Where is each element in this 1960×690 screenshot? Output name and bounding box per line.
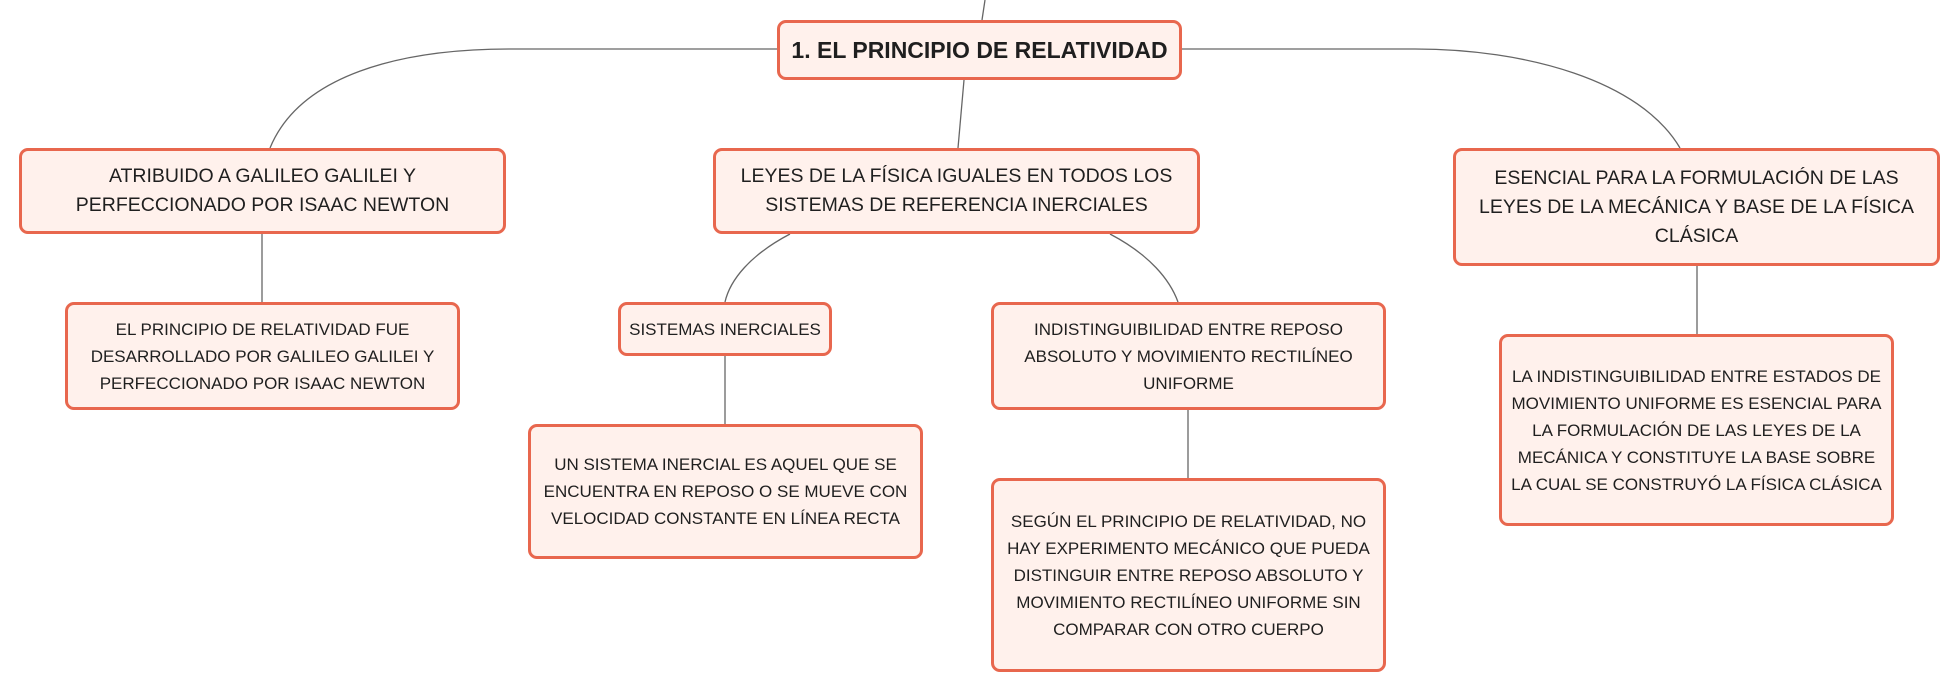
topic-sistemas-inerciales-text: SISTEMAS INERCIALES bbox=[629, 319, 821, 339]
root-topic-text: 1. EL PRINCIPIO DE RELATIVIDAD bbox=[791, 36, 1168, 63]
connector-root-to-branch-1 bbox=[270, 49, 777, 148]
detail-fisica-clasica[interactable] bbox=[1499, 334, 1894, 526]
connector-branch-2-to-inercial bbox=[725, 234, 790, 302]
topic-indistinguibilidad[interactable] bbox=[991, 302, 1386, 410]
detail-sistema-inercial-text: UN SISTEMA INERCIAL ES AQUEL QUE SE ENCUENTRA EN REPOSO O SE MUEVE CON VELOCIDAD CONSTANTE EN LÍNEA RECTA bbox=[543, 455, 908, 528]
connector-root-to-branch-3 bbox=[1182, 49, 1680, 148]
detail-fisica-clasica-text: LA INDISTINGUIBILIDAD ENTRE ESTADOS DE MOVIMIENTO UNIFORME ES ESENCIAL PARA LA FORMULACIÓN DE LAS LEYES DE LA MECÁNICA Y CONSTITUYE LA BASE SOBRE LA CUAL SE CONSTRUYÓ LA FÍSICA CLÁSICA bbox=[1511, 366, 1882, 494]
connector-root-to-branch-2 bbox=[958, 80, 964, 148]
detail-galileo-newton[interactable] bbox=[65, 302, 460, 410]
branch-galileo-newton-text: ATRIBUIDO A GALILEO GALILEI Y PERFECCIONADO POR ISAAC NEWTON bbox=[75, 165, 450, 216]
branch-leyes-iguales[interactable] bbox=[713, 148, 1200, 234]
detail-experimento-mecanico[interactable] bbox=[991, 478, 1386, 672]
topic-sistemas-inerciales[interactable] bbox=[618, 302, 832, 356]
detail-galileo-newton-text: EL PRINCIPIO DE RELATIVIDAD FUE DESARROLLADO POR GALILEO GALILEI Y PERFECCIONADO POR ISAAC NEWTON bbox=[90, 319, 435, 393]
branch-galileo-newton[interactable] bbox=[19, 148, 506, 234]
detail-sistema-inercial[interactable] bbox=[528, 424, 923, 559]
branch-esencial-mecanica-text: ESENCIAL PARA LA FORMULACIÓN DE LAS LEYES DE LA MECÁNICA Y BASE DE LA FÍSICA CLÁSICA bbox=[1479, 166, 1914, 247]
connector-branch-2-to-indistinguibilidad bbox=[1110, 234, 1178, 302]
topic-indistinguibilidad-text: INDISTINGUIBILIDAD ENTRE REPOSO ABSOLUTO Y MOVIMIENTO RECTILÍNEO UNIFORME bbox=[1024, 319, 1353, 393]
branch-esencial-mecanica[interactable] bbox=[1453, 148, 1940, 266]
connector-root-incoming bbox=[982, 0, 985, 20]
branch-leyes-iguales-text: LEYES DE LA FÍSICA IGUALES EN TODOS LOS SISTEMAS DE REFERENCIA INERCIALES bbox=[740, 165, 1173, 216]
root-topic[interactable] bbox=[777, 20, 1182, 80]
detail-experimento-mecanico-text: SEGÚN EL PRINCIPIO DE RELATIVIDAD, NO HAY EXPERIMENTO MECÁNICO QUE PUEDA DISTINGUIR ENTRE REPOSO ABSOLUTO Y MOVIMIENTO RECTILÍNEO UNIFORME SIN COMPARAR CON OTRO CUERPO bbox=[1007, 511, 1370, 639]
